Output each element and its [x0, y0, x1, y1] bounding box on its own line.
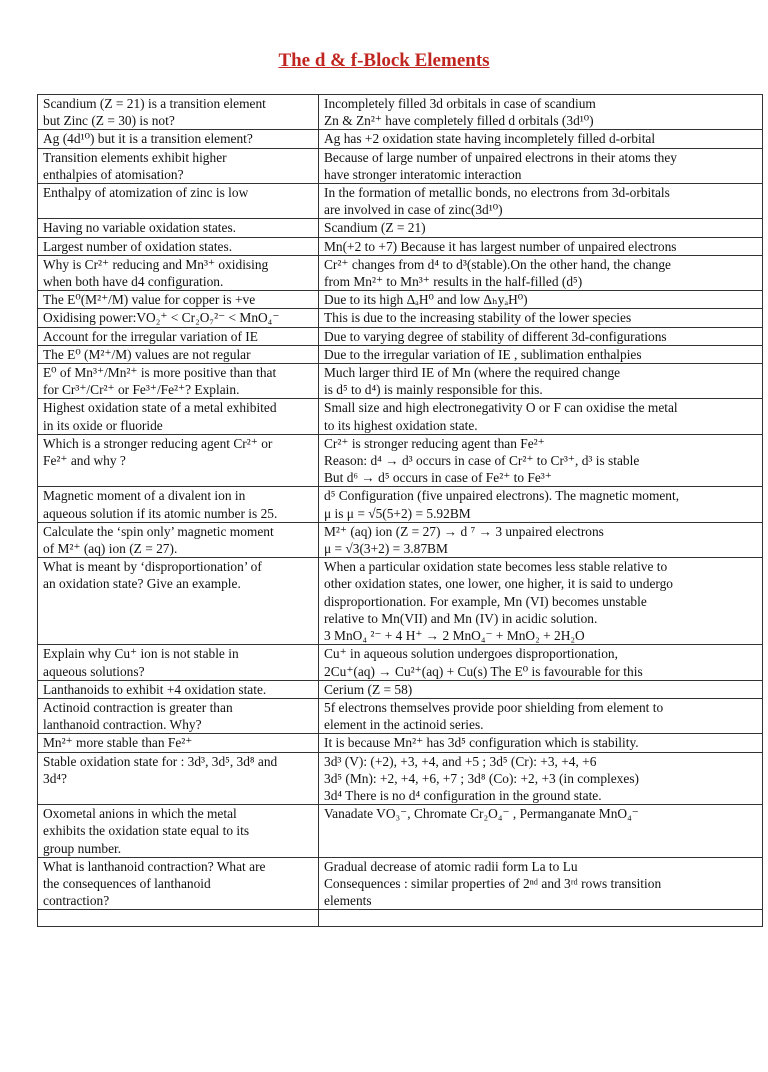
table-row	[38, 752, 763, 805]
answer-cell	[319, 558, 763, 645]
answer-cell	[319, 364, 763, 399]
answer-line: d⁵ Configuration (five unpaired electrons). The magnetic moment,	[324, 488, 680, 504]
question-line: The E⁰(M²⁺/M) value for copper is +ve	[43, 292, 256, 308]
answer-line: When a particular oxidation state becomes less stable relative to	[324, 559, 668, 575]
table-row	[38, 184, 763, 219]
answer-cell	[319, 237, 763, 255]
answer-cell	[319, 434, 763, 487]
table-row	[38, 734, 763, 752]
answer-line: Cerium (Z = 58)	[324, 681, 413, 697]
question-line: Calculate the ‘spin only’ magnetic moment	[43, 523, 274, 539]
answer-line: Because of large number of unpaired electrons in their atoms they	[324, 149, 677, 165]
question-line: group number.	[43, 840, 122, 856]
question-line: Actinoid contraction is greater than	[43, 699, 233, 715]
answer-line: 2Cu⁺(aq) → Cu²⁺(aq) + Cu(s) The E⁰ is favourable for this	[324, 663, 643, 679]
table-row	[38, 680, 763, 698]
answer-line: is d⁵ to d⁴) is mainly responsible for this.	[324, 382, 543, 398]
answer-cell	[319, 399, 763, 434]
question-line: Scandium (Z = 21) is a transition element	[43, 96, 266, 111]
answer-line: But d⁶ → d⁵ occurs in case of Fe²⁺ to Fe³⁺	[324, 470, 552, 486]
answer-cell	[319, 345, 763, 363]
table-row	[38, 255, 763, 290]
question-cell	[38, 309, 319, 327]
answer-line: Ag has +2 oxidation state having incompletely filled d-orbital	[324, 131, 656, 147]
question-cell	[38, 148, 319, 183]
answer-line: Gradual decrease of atomic radii form La to Lu	[324, 858, 578, 874]
question-line: Explain why Cu⁺ ion is not stable in	[43, 646, 239, 662]
answer-cell	[319, 805, 763, 858]
answer-cell	[319, 148, 763, 183]
answer-line: Scandium (Z = 21)	[324, 220, 426, 236]
question-line: in its oxide or fluoride	[43, 417, 163, 433]
answer-cell	[319, 522, 763, 557]
question-cell	[38, 327, 319, 345]
page-title: The d & f-Block Elements	[278, 50, 490, 71]
table-row	[38, 399, 763, 434]
question-cell	[38, 698, 319, 733]
table-row	[38, 558, 763, 645]
question-line: when both have d4 configuration.	[43, 274, 224, 290]
question-cell	[38, 857, 319, 910]
answer-line: to its highest oxidation state.	[324, 417, 478, 433]
table-row	[38, 645, 763, 680]
qa-table	[37, 94, 763, 927]
answer-line: Small size and high electronegativity O or F can oxidise the metal	[324, 400, 678, 416]
table-row	[38, 327, 763, 345]
table-row	[38, 857, 763, 910]
answer-cell	[319, 734, 763, 752]
question-cell	[38, 345, 319, 363]
question-cell	[38, 734, 319, 752]
question-cell	[38, 255, 319, 290]
question-line: 3d⁴?	[43, 770, 68, 786]
question-line: Oxidising power:VO₂⁺ < Cr₂O₇²⁻ < MnO₄⁻	[43, 310, 280, 326]
question-cell	[38, 237, 319, 255]
question-line: enthalpies of atomisation?	[43, 166, 184, 182]
question-cell	[38, 219, 319, 237]
answer-cell	[319, 487, 763, 522]
table-row	[38, 522, 763, 557]
question-line: for Cr³⁺/Cr²⁺ or Fe³⁺/Fe²⁺? Explain.	[43, 382, 240, 398]
question-line: an oxidation state? Give an example.	[43, 576, 241, 592]
question-line: the consequences of lanthanoid	[43, 875, 211, 891]
question-cell	[38, 558, 319, 645]
question-line: Largest number of oxidation states.	[43, 238, 233, 254]
answer-line: Vanadate VO₃⁻, Chromate Cr₂O₄⁻ , Permanganate MnO₄⁻	[324, 806, 639, 822]
question-line: Oxometal anions in which the metal	[43, 806, 237, 822]
answer-line: Cu⁺ in aqueous solution undergoes disproportionation,	[324, 646, 618, 662]
answer-cell	[319, 255, 763, 290]
table-row	[38, 291, 763, 309]
answer-cell	[319, 130, 763, 148]
question-line: of M²⁺ (aq) ion (Z = 27).	[43, 541, 178, 557]
answer-line: M²⁺ (aq) ion (Z = 27) → d ⁷ → 3 unpaired electrons	[324, 523, 604, 539]
question-line: Account for the irregular variation of IE	[43, 328, 258, 344]
answer-line: relative to Mn(VII) and Mn (IV) in acidic solution.	[324, 610, 598, 626]
answer-cell	[319, 327, 763, 345]
answer-line: other oxidation states, one lower, one higher, it is said to undergo	[324, 576, 673, 592]
answer-line: Cr²⁺ changes from d⁴ to d³(stable).On the other hand, the change	[324, 256, 671, 272]
question-line: aqueous solution if its atomic number is 25.	[43, 505, 278, 521]
empty-row	[38, 910, 763, 927]
table-row	[38, 487, 763, 522]
question-line: Highest oxidation state of a metal exhibited	[43, 400, 277, 416]
question-cell	[38, 399, 319, 434]
empty-cell	[319, 910, 763, 927]
answer-cell	[319, 645, 763, 680]
question-cell	[38, 522, 319, 557]
answer-cell	[319, 698, 763, 733]
answer-cell	[319, 752, 763, 805]
answer-cell	[319, 291, 763, 309]
answer-cell	[319, 219, 763, 237]
question-cell	[38, 752, 319, 805]
answer-line: μ is μ = √5(5+2) = 5.92BM	[324, 505, 471, 521]
answer-line: Mn(+2 to +7) Because it has largest number of unpaired electrons	[324, 238, 677, 254]
question-cell	[38, 487, 319, 522]
question-cell	[38, 364, 319, 399]
question-cell	[38, 95, 319, 130]
question-line: Enthalpy of atomization of zinc is low	[43, 185, 249, 201]
answer-line: are involved in case of zinc(3d¹⁰)	[324, 202, 503, 218]
answer-cell	[319, 309, 763, 327]
table-row	[38, 698, 763, 733]
answer-line: In the formation of metallic bonds, no electrons from 3d-orbitals	[324, 185, 670, 201]
answer-line: 3 MnO₄ ²⁻ + 4 H⁺ → 2 MnO₄⁻ + MnO₂ + 2H₂O	[324, 628, 585, 644]
answer-cell	[319, 680, 763, 698]
table-row	[38, 345, 763, 363]
answer-cell	[319, 857, 763, 910]
answer-line: Due to the irregular variation of IE , sublimation enthalpies	[324, 346, 642, 362]
table-row	[38, 237, 763, 255]
table-row	[38, 434, 763, 487]
question-cell	[38, 130, 319, 148]
answer-line: element in the actinoid series.	[324, 717, 484, 733]
question-cell	[38, 680, 319, 698]
question-cell	[38, 645, 319, 680]
empty-cell	[38, 910, 319, 927]
answer-line: Cr²⁺ is stronger reducing agent than Fe²⁺	[324, 435, 545, 451]
question-cell	[38, 291, 319, 309]
question-line: lanthanoid contraction. Why?	[43, 717, 202, 733]
question-cell	[38, 184, 319, 219]
answer-line: Zn & Zn²⁺ have completely filled d orbitals (3d¹⁰)	[324, 113, 594, 129]
question-line: Having no variable oxidation states.	[43, 220, 237, 236]
answer-line: Much larger third IE of Mn (where the required change	[324, 365, 621, 381]
question-line: Lanthanoids to exhibit +4 oxidation state.	[43, 681, 267, 697]
table-row	[38, 148, 763, 183]
question-line: What is meant by ‘disproportionation’ of	[43, 559, 262, 575]
question-line: Ag (4d¹⁰) but it is a transition element?	[43, 131, 253, 147]
answer-line: 3d³ (V): (+2), +3, +4, and +5 ; 3d⁵ (Cr): +3, +4, +6	[324, 753, 597, 769]
question-line: Fe²⁺ and why ?	[43, 453, 126, 469]
question-line: E⁰ of Mn³⁺/Mn²⁺ is more positive than that	[43, 365, 277, 381]
answer-line: This is due to the increasing stability of the lower species	[324, 310, 632, 326]
answer-line: 5f electrons themselves provide poor shielding from element to	[324, 699, 664, 715]
table-row	[38, 219, 763, 237]
answer-line: Incompletely filled 3d orbitals in case of scandium	[324, 96, 596, 111]
answer-line: from Mn²⁺ to Mn³⁺ results in the half-filled (d⁵)	[324, 274, 583, 290]
question-cell	[38, 805, 319, 858]
answer-cell	[319, 184, 763, 219]
question-line: contraction?	[43, 893, 110, 909]
question-line: Magnetic moment of a divalent ion in	[43, 488, 246, 504]
table-row	[38, 130, 763, 148]
table-row	[38, 805, 763, 858]
table-row	[38, 95, 763, 130]
table-row	[38, 309, 763, 327]
answer-line: Due to varying degree of stability of different 3d-configurations	[324, 328, 667, 344]
question-line: aqueous solutions?	[43, 663, 145, 679]
question-cell	[38, 434, 319, 487]
question-line: What is lanthanoid contraction? What are	[43, 858, 266, 874]
question-line: Transition elements exhibit higher	[43, 149, 227, 165]
question-line: Why is Cr²⁺ reducing and Mn³⁺ oxidising	[43, 256, 269, 272]
question-line: exhibits the oxidation state equal to its	[43, 823, 250, 839]
answer-line: elements	[324, 893, 372, 909]
answer-line: 3d⁵ (Mn): +2, +4, +6, +7 ; 3d⁸ (Co): +2, +3 (in complexes)	[324, 770, 639, 786]
answer-line: Due to its high ΔₐH⁰ and low ΔₕyₐH⁰)	[324, 292, 528, 308]
answer-line: It is because Mn²⁺ has 3d⁵ configuration which is stability.	[324, 735, 639, 751]
answer-line: disproportionation. For example, Mn (VI) becomes unstable	[324, 593, 647, 609]
answer-line: Consequences : similar properties of 2ⁿᵈ and 3ʳᵈ rows transition	[324, 875, 662, 891]
question-line: but Zinc (Z = 30) is not?	[43, 113, 175, 129]
question-line: Stable oxidation state for : 3d³, 3d⁵, 3d⁸ and	[43, 753, 278, 769]
question-line: Mn²⁺ more stable than Fe²⁺	[43, 735, 193, 751]
question-line: Which is a stronger reducing agent Cr²⁺ or	[43, 435, 273, 451]
answer-line: 3d⁴ There is no d⁴ configuration in the ground state.	[324, 787, 602, 803]
answer-line: μ = √3(3+2) = 3.87BM	[324, 541, 448, 557]
answer-line: have stronger interatomic interaction	[324, 166, 522, 182]
table-row	[38, 364, 763, 399]
answer-cell	[319, 95, 763, 130]
question-line: The E⁰ (M²⁺/M) values are not regular	[43, 346, 251, 362]
answer-line: Reason: d⁴ → d³ occurs in case of Cr²⁺ to Cr³⁺, d³ is stable	[324, 453, 640, 469]
